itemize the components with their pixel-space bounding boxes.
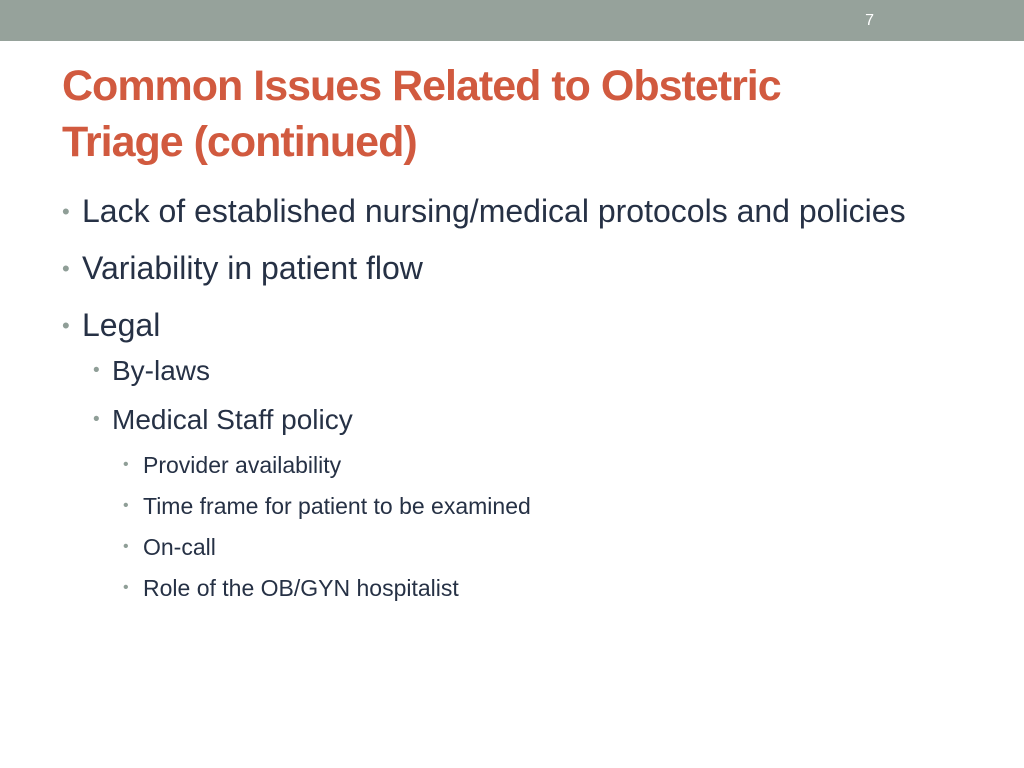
sub-bullet-item-bylaws bbox=[93, 351, 962, 391]
bullet-text: Time frame for patient to be examined bbox=[143, 493, 531, 519]
header-bar bbox=[0, 0, 1024, 41]
sub-sub-bullet-item-time-frame bbox=[123, 490, 962, 522]
slide-number: 7 bbox=[865, 12, 874, 29]
bullet-item-patient-flow bbox=[62, 247, 962, 290]
sub-sub-bullet-item-hospitalist bbox=[123, 572, 962, 604]
sub-bullet-item-medical-staff-policy bbox=[93, 400, 962, 440]
bullet-text: By-laws bbox=[112, 355, 211, 386]
bullet-marker-icon: • bbox=[62, 199, 70, 224]
slide-title bbox=[62, 58, 962, 170]
slide-title-line-1: Common Issues Related to Obstetric bbox=[62, 62, 781, 110]
bullet-marker-icon: • bbox=[93, 409, 100, 430]
bullet-item-legal bbox=[62, 304, 962, 347]
bullet-marker-icon: • bbox=[62, 256, 70, 281]
slide-title-line-2: Triage (continued) bbox=[62, 118, 417, 166]
bullet-marker-icon: • bbox=[123, 579, 129, 596]
sub-sub-bullet-item-on-call bbox=[123, 531, 962, 563]
bullet-list bbox=[62, 190, 962, 613]
bullet-marker-icon: • bbox=[62, 313, 70, 338]
bullet-text: Variability in patient flow bbox=[82, 250, 423, 286]
sub-sub-bullet-item-provider-availability bbox=[123, 449, 962, 481]
bullet-text: Medical Staff policy bbox=[112, 404, 353, 435]
bullet-text: On-call bbox=[143, 534, 216, 560]
bullet-marker-icon: • bbox=[123, 456, 129, 473]
bullet-text: Legal bbox=[82, 307, 161, 343]
bullet-marker-icon: • bbox=[123, 538, 129, 555]
bullet-marker-icon: • bbox=[93, 360, 100, 381]
bullet-text: Lack of established nursing/medical protocols and policies bbox=[82, 193, 906, 229]
bullet-marker-icon: • bbox=[123, 497, 129, 514]
bullet-item-protocols bbox=[62, 190, 962, 233]
bullet-text: Role of the OB/GYN hospitalist bbox=[143, 575, 459, 601]
bullet-text: Provider availability bbox=[143, 452, 342, 478]
